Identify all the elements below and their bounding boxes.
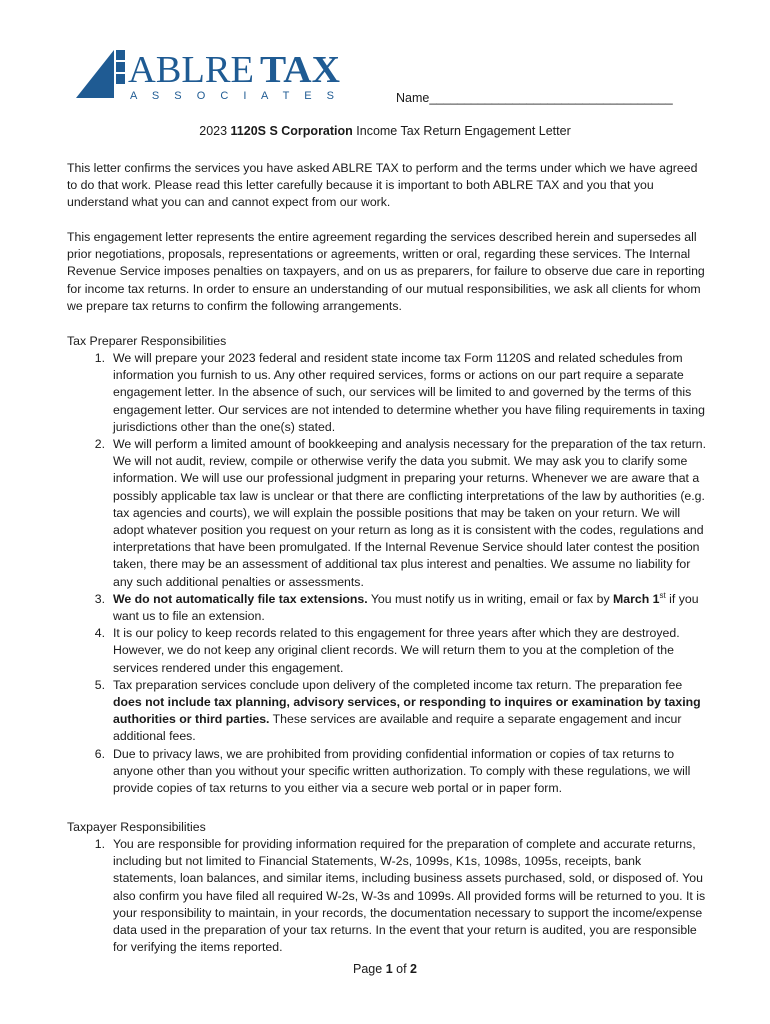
- taxpayer-responsibilities-list: [85, 836, 707, 956]
- list-number: 6.: [94, 746, 105, 761]
- agreement-paragraph: This engagement letter represents the entire agreement regarding the services described herein and supersedes all prior negotiations, proposals, representations or agreements, written or oral, regarding these services. The Internal Revenue Service imposes penalties on taxpayers, and on us as preparers, for failure to observe due care in reporting for income tax returns. In order to ensure an understanding of our mutual responsibilities, we ask all clients for whom we prepare tax returns to confirm the following arrangements.: [67, 230, 705, 313]
- list-item: [85, 591, 707, 625]
- list-item-text: These services are available and require a separate engagement and incur additional fees.: [113, 712, 682, 744]
- section-title-taxpayer: Taxpayer Responsibilities: [67, 820, 206, 834]
- page-number: 1: [385, 962, 393, 976]
- title-year: 2023: [199, 124, 231, 138]
- logo-triangle-mark: [76, 50, 114, 98]
- list-item: [85, 746, 707, 798]
- company-logo: [74, 46, 344, 104]
- logo-bar-2: [116, 62, 125, 72]
- list-item: [85, 350, 707, 436]
- name-label: Name: [396, 91, 430, 105]
- name-blank-line: ___________________________________: [429, 91, 673, 105]
- list-item-text: if you want us to file an extension.: [113, 591, 699, 624]
- list-item: [85, 436, 707, 591]
- section-title-preparer: Tax Preparer Responsibilities: [67, 334, 227, 348]
- list-item-text: We will perform a limited amount of bookkeeping and analysis necessary for the preparation of the tax return. We will not audit, review, compile or otherwise verify the data you submit. We may ask you to clarify some information. We will use our professional judgment in preparing your returns. Whenever we are aware that a possibly applicable tax law is unclear or that there are conflicting interpretations of the law by authorities (e.g. tax agencies and courts), we will explain the possible positions that may be taken on your return. We will adopt whatever position you request on your return as long as it is consistent with the codes, regulations and interpretations that have been promulgated. If the Internal Revenue Service should later contest the position taken, there may be an assessment of additional tax plus interest and penalties. We assume no liability for any such additional penalties or assessments.: [113, 437, 707, 589]
- page-total: 2: [410, 962, 417, 976]
- list-number: 1.: [94, 837, 105, 851]
- intro-paragraph: This letter confirms the services you have asked ABLRE TAX to perform and the terms under which we have agreed to do that work. Please read this letter carefully because it is important to both ABLRE TAX and you that you understand what you can and cannot expect from our work.: [67, 161, 698, 210]
- list-item-text: Due to privacy laws, we are prohibited from providing confidential information or copies of tax returns to anyone other than you without your specific written authorization. To comply with these regulations, we will provide copies of tax returns to you either via a secure web portal or in paper form.: [113, 746, 691, 796]
- logo-subtitle: A S S O C I A T E S: [130, 90, 334, 102]
- list-item-text: You must notify us in writing, email or fax by: [367, 591, 614, 606]
- list-item-text: It is our policy to keep records related to this engagement for three years after which they are destroyed. However, we do not keep any original client records. We will return them to you at the completion of the services rendered under this engagement.: [113, 626, 680, 675]
- list-item: [85, 677, 707, 746]
- deadline-date: March 1: [613, 591, 660, 606]
- list-number: 5.: [94, 677, 105, 692]
- title-form-type: 1120S S Corporation: [230, 124, 353, 138]
- list-item-text: We will prepare your 2023 federal and resident state income tax Form 1120S and related schedules from information you furnish to us. Any other required services, forms or actions on our part require a separate engagement letter. In the absence of such, our services will be limited to and governed by the terms of this engagement letter. Our services are not intended to determine whether you have filing requirements in taxing jurisdictions other than the one(s) stated.: [113, 351, 705, 434]
- preparer-responsibilities-list: [85, 350, 707, 797]
- title-rest: Income Tax Return Engagement Letter: [352, 124, 571, 138]
- list-item-text: Tax preparation services conclude upon delivery of the completed income tax return. The preparation fee: [113, 677, 683, 692]
- page-footer: [0, 962, 770, 976]
- of-word: of: [392, 962, 411, 976]
- list-number: 2.: [94, 437, 105, 452]
- logo-bar-1: [116, 50, 125, 60]
- logo-word-ablre: ABLRE: [128, 49, 254, 91]
- extension-notice: We do not automatically file tax extensions.: [113, 591, 368, 606]
- document-title: [0, 124, 770, 138]
- date-suffix: st: [659, 590, 666, 600]
- list-number: 3.: [94, 591, 105, 606]
- list-number: 1.: [94, 351, 105, 365]
- name-field: [396, 91, 673, 105]
- page-word: Page: [353, 962, 386, 976]
- logo-word-tax: TAX: [260, 49, 340, 91]
- fee-exclusion-notice: does not include tax planning, advisory services, or responding to inquires or examination by taxing authorities or third parties.: [113, 695, 701, 727]
- list-item: [85, 625, 707, 677]
- list-item: [85, 836, 707, 956]
- list-number: 4.: [94, 626, 105, 641]
- list-item-text: You are responsible for providing information required for the preparation of complete and accurate returns, including but not limited to Financial Statements, W-2s, 1099s, K1s, 1098s, 1095s, receipts, bank statements, loan balances, and similar items, including business assets purchased, sold, or disposed of. You also confirm you have filed all required W-2s, W-3s and 1099s. All provided forms will be returned to you. It is your responsibility to maintain, in your records, the documentation necessary to support the income/expense data used in the preparation of your tax returns. In the event that your return is audited, you are responsible for verifying the items reported.: [113, 837, 706, 955]
- logo-bar-3: [116, 74, 125, 84]
